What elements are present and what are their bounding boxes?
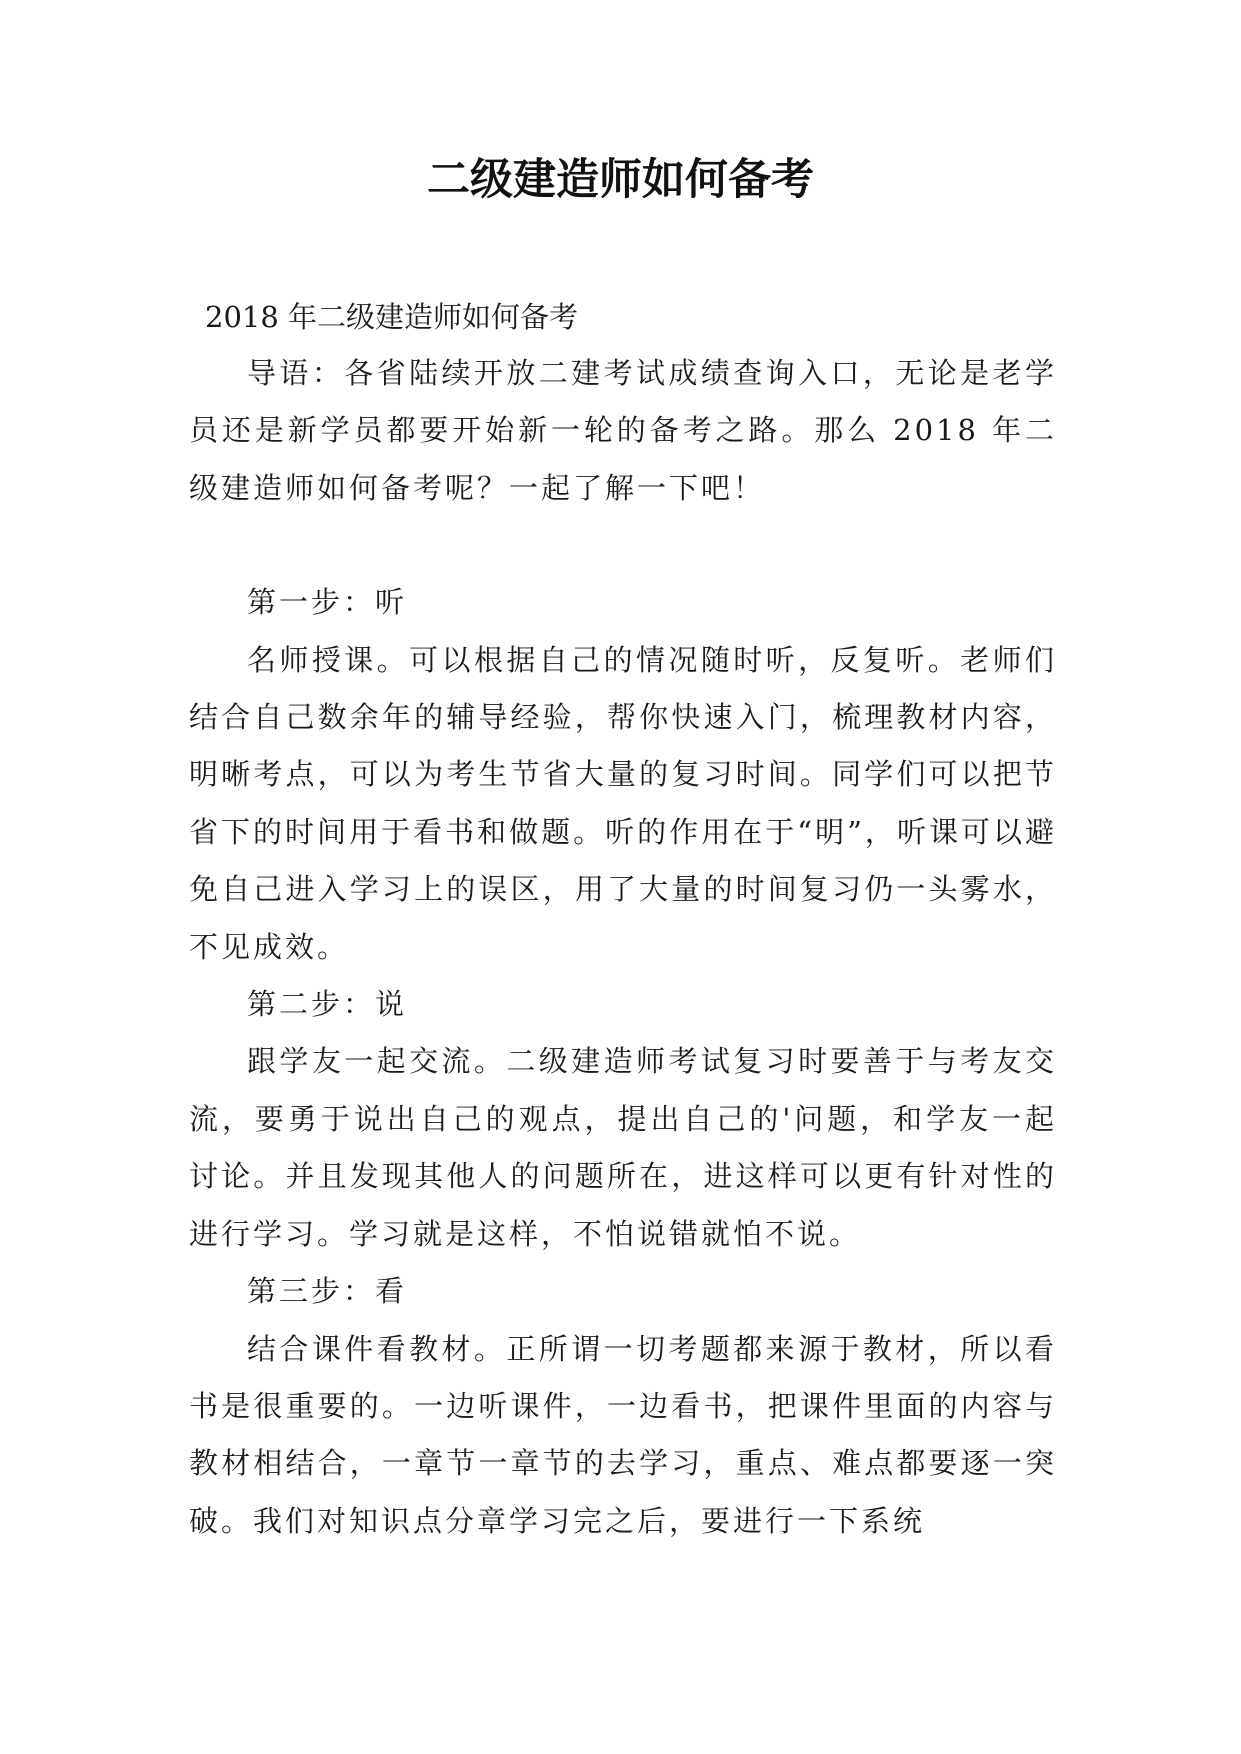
document-body [189, 345, 1057, 1550]
paragraph-gap [189, 517, 1057, 574]
step2-paragraph: 跟学友一起交流。二级建造师考试复习时要善于与考友交流，要勇于说出自己的观点，提出自己的'问题，和学友一起讨论。并且发现其他人的问题所在，进这样可以更有针对性的进行学习。学习就是这样，不怕说错就怕不说。 [189, 1044, 1057, 1251]
intro-paragraph: 导语：各省陆续开放二建考试成绩查询入口，无论是老学员还是新学员都要开始新一轮的备考之路。那么 2018 年二级建造师如何备考呢？一起了解一下吧！ [189, 356, 1057, 505]
step3-heading: 第三步：看 [247, 1274, 408, 1309]
step1-heading: 第一步：听 [247, 585, 408, 620]
step3-paragraph: 结合课件看教材。正所谓一切考题都来源于教材，所以看书是很重要的。一边听课件，一边看书，把课件里面的内容与教材相结合，一章节一章节的去学习，重点、难点都要逐一突破。我们对知识点分章学习完之后，要进行一下系统 [189, 1331, 1057, 1538]
document-subtitle: 2018 年二级建造师如何备考 [205, 300, 579, 334]
step2-heading: 第二步：说 [247, 987, 408, 1022]
document-title: 二级建造师如何备考 [427, 155, 814, 205]
step1-paragraph: 名师授课。可以根据自己的情况随时听，反复听。老师们结合自己数余年的辅导经验，帮你快速入门，梳理教材内容，明晰考点，可以为考生节省大量的复习时间。同学们可以把节省下的时间用于看书和做题。听的作用在于“明”，听课可以避免自己进入学习上的误区，用了大量的时间复习仍一头雾水，不见成效。 [189, 642, 1057, 964]
